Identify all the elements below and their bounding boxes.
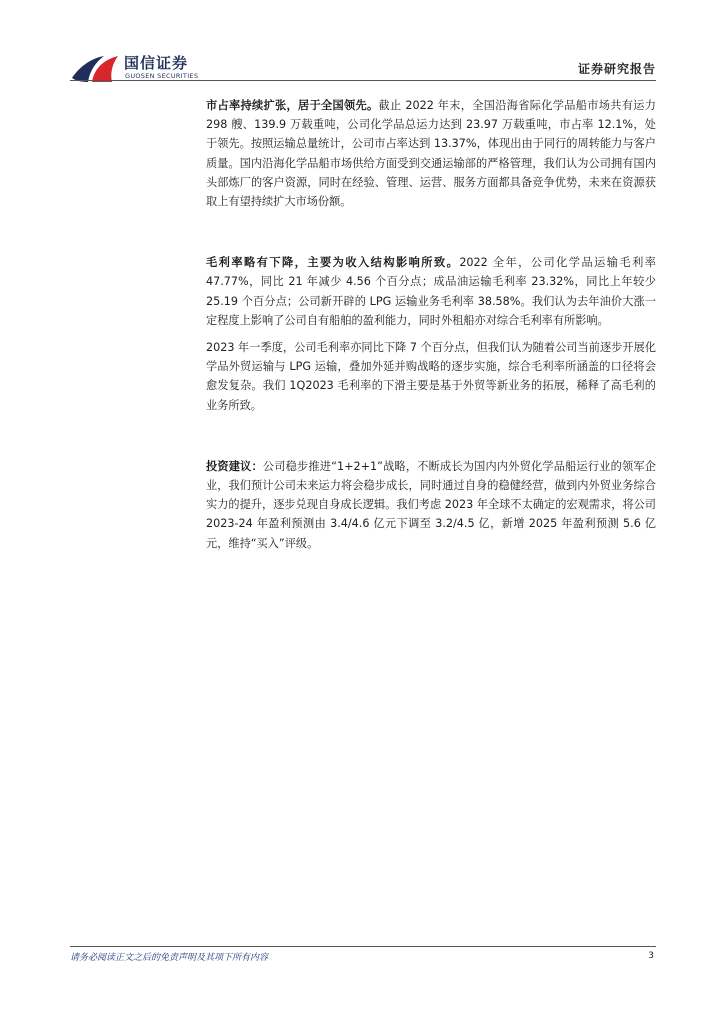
paragraph-text: 2023 年一季度，公司毛利率亦同比下降 7 个百分点，但我们认为随着公司当前逐步开展化学品外贸运输与 LPG 运输，叠加外延并购战略的逐步实施，综合毛利率所涵盖的口径将会愈发复杂。我们 1Q2023 毛利率的下滑主要是基于外贸等新业务的拓展，稀释了高毛利的业务所致。	[206, 341, 656, 412]
paragraph-gross-margin	[206, 253, 656, 330]
paragraph-lead: 毛利率略有下降，主要为收入结构影响所致。	[206, 256, 460, 270]
paragraph-market-share	[206, 96, 656, 211]
report-body	[206, 96, 656, 553]
footer-disclaimer: 请务必阅读正文之后的免责声明及其项下所有内容	[70, 953, 269, 963]
logo-english-name: GUOSEN SECURITIES	[125, 72, 199, 80]
paragraph-investment-advice	[206, 457, 656, 553]
paragraph-text: 截止 2022 年末，全国沿海省际化学品船市场共有运力 298 艘、139.9 万载重吨，公司化学品总运力达到 23.97 万载重吨，市占率 12.1%，处于领先。按照运输总量统计，公司市占率达到 13.37%，体现出由于同行的周转能力与客户质量。国内沿海化学品船市场供给方面受到交通运输部的严格管理，我们认为公司拥有国内头部炼厂的客户资源，同时在经验、管理、运营、服务方面都具备竞争优势，未来在资源获取上有望持续扩大市场份额。	[206, 99, 656, 209]
page-number: 3	[648, 951, 654, 961]
paragraph-lead: 投资建议：	[206, 459, 263, 473]
footer-divider	[70, 946, 656, 947]
logo-chinese-name: 国信证券	[124, 54, 189, 72]
page-header	[0, 0, 724, 84]
header-divider	[70, 80, 656, 81]
guosen-logo	[70, 50, 210, 84]
paragraph-lead: 市占率持续扩张，居于全国领先。	[206, 99, 379, 112]
report-type-label: 证券研究报告	[577, 62, 656, 76]
paragraph-q1-2023	[206, 338, 656, 415]
paragraph-text: 2022 全年，公司化学品运输毛利率 47.77%，同比 21 年减少 4.56 个百分点；成品油运输毛利率 23.32%，同比上年较少 25.19 个百分点；公司新开辟的 LPG 运输业务毛利率 38.58%。我们认为去年油价大涨一定程度上影响了公司自有船舶的盈利能力，同时外租船亦对综合毛利率有所影响。	[206, 256, 656, 327]
paragraph-text: 公司稳步推进“1+2+1”战略，不断成长为国内内外贸化学品船运行业的领军企业，我们预计公司未来运力将会稳步成长，同时通过自身的稳健经营，做到内外贸业务综合实力的提升，逐步兑现自身成长逻辑。我们考虑 2023 年全球不太确定的宏观需求，将公司 2023-24 年盈利预测由 3.4/4.6 亿元下调至 3.2/4.5 亿，新增 2025 年盈利预测 5.6 亿元，维持“买入”评级。	[206, 459, 656, 550]
